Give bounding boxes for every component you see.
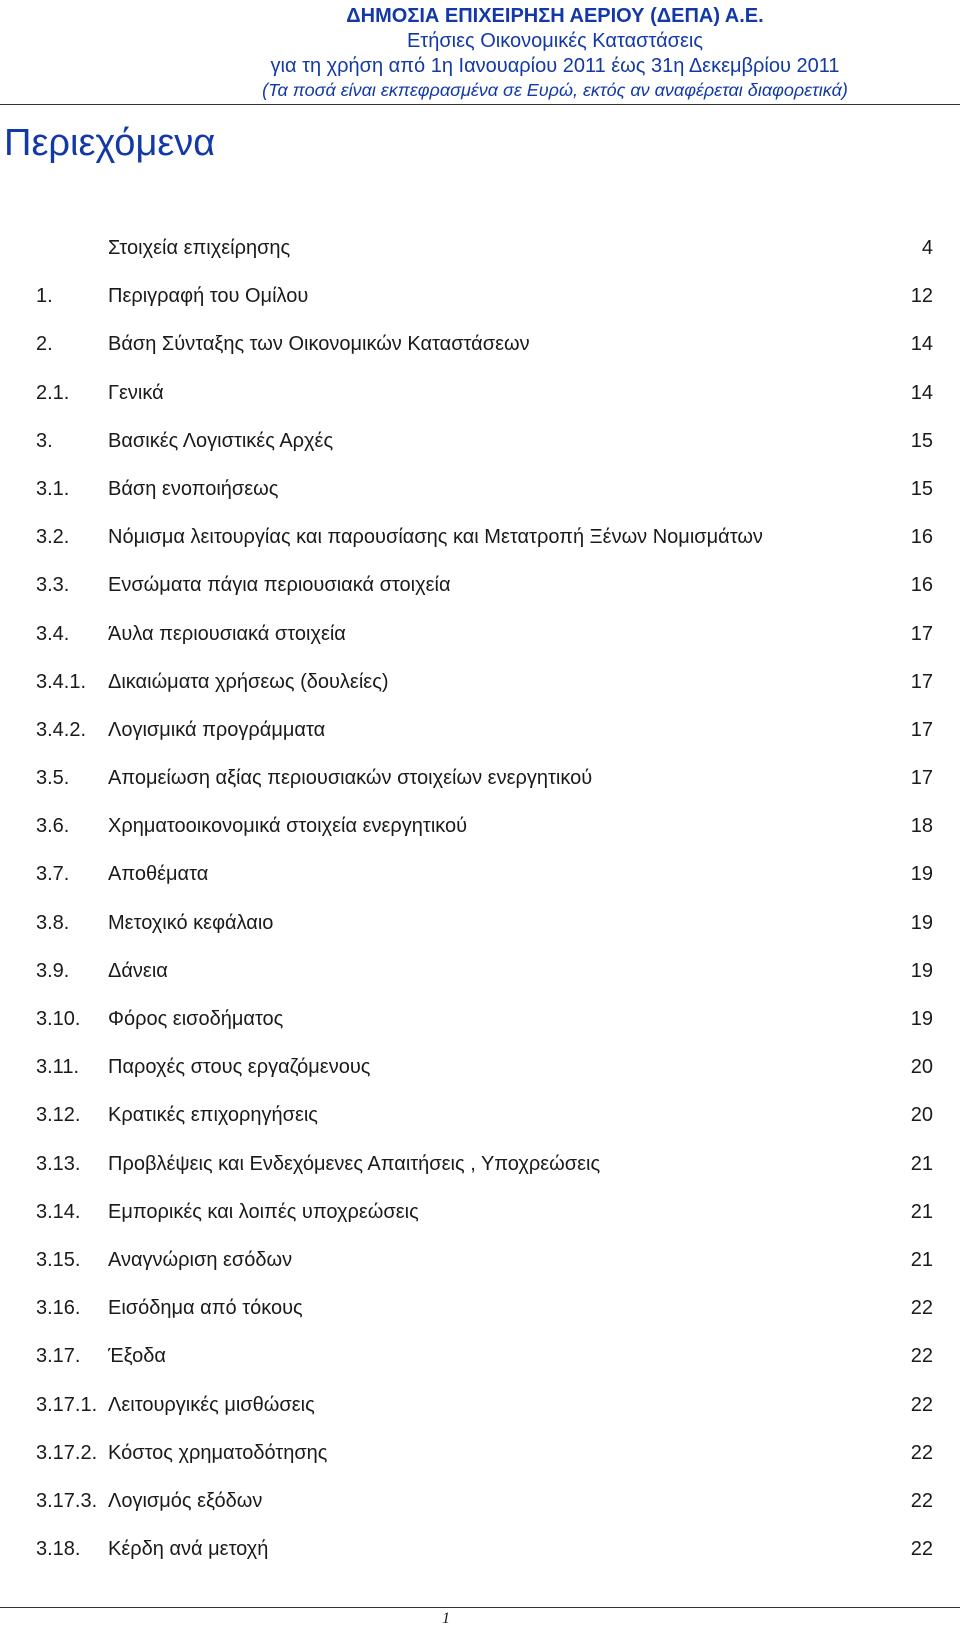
toc-entry-number: 3.12. [36, 1104, 81, 1127]
toc-entry-label[interactable]: Αποθέματα [108, 863, 209, 886]
toc-entry-number: 3.15. [36, 1248, 81, 1271]
toc-entry-number: 2. [36, 333, 53, 356]
toc-entry[interactable] [0, 710, 960, 758]
toc-entry[interactable] [0, 1385, 960, 1433]
report-title: Ετήσιες Οικονομικές Καταστάσεις [406, 30, 704, 52]
toc-title: Περιεχόμενα [4, 122, 216, 164]
toc-entry-label[interactable]: Εμπορικές και λοιπές υποχρεώσεις [108, 1200, 419, 1223]
toc-entry[interactable] [0, 1529, 960, 1577]
toc-entry[interactable] [0, 854, 960, 902]
toc-entry-label[interactable]: Εισόδημα από τόκους [108, 1297, 303, 1320]
toc-entry-label[interactable]: Κέρδη ανά μετοχή [108, 1538, 269, 1561]
toc-entry-page: 22 [910, 1345, 933, 1368]
toc-entry-page: 18 [910, 815, 933, 838]
toc-entry[interactable] [0, 806, 960, 854]
toc-entry[interactable] [0, 999, 960, 1047]
toc-entry[interactable] [0, 469, 960, 517]
toc-entry-label[interactable]: Φόρος εισοδήματος [108, 1008, 284, 1030]
footer-divider [0, 1607, 960, 1608]
toc-entry[interactable] [0, 421, 960, 469]
toc-entry-page: 17 [910, 718, 933, 741]
toc-entry-page: 12 [910, 285, 933, 308]
toc-entry-page: 22 [910, 1297, 933, 1320]
toc-entry-label[interactable]: Στοιχεία επιχείρησης [108, 237, 291, 259]
toc-entry[interactable] [0, 373, 960, 421]
toc-entry[interactable] [0, 1433, 960, 1481]
toc-entry-label[interactable]: Λογισμικά προγράμματα [108, 718, 326, 741]
toc-entry-number: 3.18. [36, 1538, 81, 1561]
toc-entry[interactable] [0, 1240, 960, 1288]
toc-entry-number: 3.4. [36, 622, 70, 645]
page-number: 1 [442, 1610, 450, 1627]
toc-entry[interactable] [0, 228, 960, 276]
toc-entry[interactable] [0, 517, 960, 565]
toc-entry[interactable] [0, 1095, 960, 1143]
toc-entry-page: 15 [910, 429, 933, 452]
toc-entry-page: 22 [910, 1538, 933, 1561]
toc-entry[interactable] [0, 903, 960, 951]
report-period: για τη χρήση από 1η Ιανουαρίου 2011 έως 31η Δεκεμβρίου 2011 [270, 55, 840, 77]
toc-entry[interactable] [0, 1336, 960, 1384]
toc-entry-page: 20 [910, 1056, 933, 1079]
toc-entry-label[interactable]: Απομείωση αξίας περιουσιακών στοιχείων ενεργητικού [108, 767, 593, 790]
toc-entry-label[interactable]: Ενσώματα πάγια περιουσιακά στοιχεία [108, 574, 451, 597]
company-name: ΔΗΜΟΣΙΑ ΕΠΙΧΕΙΡΗΣΗ ΑΕΡΙΟΥ (ΔΕΠΑ) Α.Ε. [346, 5, 764, 27]
toc-entry-label[interactable]: Γενικά [108, 381, 164, 404]
toc-entry-page: 21 [910, 1248, 933, 1271]
toc-entry[interactable] [0, 1481, 960, 1529]
toc-entry-number: 3.9. [36, 959, 70, 982]
toc-entry[interactable] [0, 662, 960, 710]
table-of-contents [0, 228, 960, 1577]
toc-entry[interactable] [0, 758, 960, 806]
toc-entry-label[interactable]: Δικαιώματα χρήσεως (δουλείες) [108, 670, 389, 693]
toc-entry[interactable] [0, 1047, 960, 1095]
toc-entry-label[interactable]: Έξοδα [108, 1345, 166, 1368]
toc-entry[interactable] [0, 324, 960, 372]
toc-entry-page: 19 [910, 959, 933, 982]
toc-entry[interactable] [0, 565, 960, 613]
toc-entry-label[interactable]: Άυλα περιουσιακά στοιχεία [108, 622, 346, 645]
toc-entry[interactable] [0, 1192, 960, 1240]
toc-entry-page: 14 [910, 381, 933, 404]
toc-entry-label[interactable]: Λογισμός εξόδων [108, 1489, 263, 1512]
toc-entry-page: 16 [910, 574, 933, 597]
header-divider [0, 104, 960, 105]
currency-note: (Τα ποσά είναι εκπεφρασμένα σε Ευρώ, εκτός αν αναφέρεται διαφορετικά) [262, 80, 848, 100]
toc-entry-number: 3.5. [36, 767, 70, 790]
toc-entry-number: 3.7. [36, 863, 70, 886]
toc-entry-page: 19 [910, 863, 933, 886]
toc-entry-number: 3.11. [36, 1056, 79, 1079]
toc-entry[interactable] [0, 951, 960, 999]
toc-entry-number: 3.4.1. [36, 670, 87, 693]
toc-entry-label[interactable]: Βασικές Λογιστικές Αρχές [108, 429, 334, 452]
toc-entry-number: 1. [36, 285, 53, 308]
toc-entry-number: 3.4.2. [36, 718, 87, 741]
toc-entry-page: 20 [910, 1104, 933, 1127]
toc-entry-label[interactable]: Περιγραφή του Ομίλου [108, 285, 309, 308]
toc-entry-page: 14 [910, 333, 933, 356]
toc-entry[interactable] [0, 1288, 960, 1336]
toc-entry-label[interactable]: Χρηματοοικονομικά στοιχεία ενεργητικού [108, 815, 468, 838]
toc-entry-page: 17 [910, 670, 933, 693]
toc-entry-label[interactable]: Μετοχικό κεφάλαιο [108, 911, 274, 934]
toc-entry-label[interactable]: Κόστος χρηματοδότησης [108, 1441, 328, 1464]
toc-entry-number: 3.14. [36, 1200, 81, 1223]
toc-entry-number: 3.17.3. [36, 1489, 98, 1512]
toc-entry-page: 15 [910, 477, 933, 500]
toc-entry-page: 22 [910, 1441, 933, 1464]
toc-entry-label[interactable]: Βάση ενοποιήσεως [108, 477, 279, 500]
toc-entry-label[interactable]: Κρατικές επιχορηγήσεις [108, 1104, 318, 1127]
toc-entry-page: 22 [910, 1489, 933, 1512]
toc-entry-number: 3.10. [36, 1008, 81, 1030]
toc-entry-label[interactable]: Δάνεια [108, 959, 168, 982]
toc-entry-page: 19 [910, 1008, 933, 1030]
toc-entry-label[interactable]: Λειτουργικές μισθώσεις [108, 1393, 315, 1416]
toc-entry[interactable] [0, 1144, 960, 1192]
toc-entry-page: 17 [910, 622, 933, 645]
toc-entry-number: 3.3. [36, 574, 70, 597]
toc-entry-page: 4 [921, 237, 933, 259]
toc-entry-number: 3.13. [36, 1152, 81, 1175]
toc-entry-page: 17 [910, 767, 933, 790]
toc-entry-page: 22 [910, 1393, 933, 1416]
toc-entry-label[interactable]: Νόμισμα λειτουργίας και παρουσίασης και Μετατροπή Ξένων Νομισμάτων [108, 526, 763, 549]
toc-entry-page: 21 [910, 1200, 933, 1223]
toc-entry-number: 3.2. [36, 526, 70, 549]
toc-entry-number: 3.1. [36, 477, 70, 500]
toc-entry[interactable] [0, 614, 960, 662]
page-header [0, 4, 960, 102]
toc-entry-label[interactable]: Βάση Σύνταξης των Οικονομικών Καταστάσεων [108, 333, 530, 356]
toc-entry-number: 3.17.2. [36, 1441, 98, 1464]
toc-entry-number: 3. [36, 429, 53, 452]
toc-entry-number: 3.8. [36, 911, 70, 934]
toc-entry-label[interactable]: Προβλέψεις και Ενδεχόμενες Απαιτήσεις , Υποχρεώσεις [108, 1152, 601, 1175]
toc-entry-page: 21 [910, 1152, 933, 1175]
toc-entry[interactable] [0, 276, 960, 324]
toc-entry-page: 19 [910, 911, 933, 934]
toc-entry-label[interactable]: Αναγνώριση εσόδων [108, 1248, 293, 1271]
toc-entry-number: 3.6. [36, 815, 70, 838]
toc-entry-page: 16 [910, 526, 933, 549]
toc-entry-label[interactable]: Παροχές στους εργαζόμενους [108, 1056, 371, 1079]
toc-entry-number: 2.1. [36, 381, 70, 404]
toc-entry-number: 3.17.1. [36, 1393, 98, 1416]
toc-entry-number: 3.17. [36, 1345, 81, 1368]
toc-entry-number: 3.16. [36, 1297, 81, 1320]
